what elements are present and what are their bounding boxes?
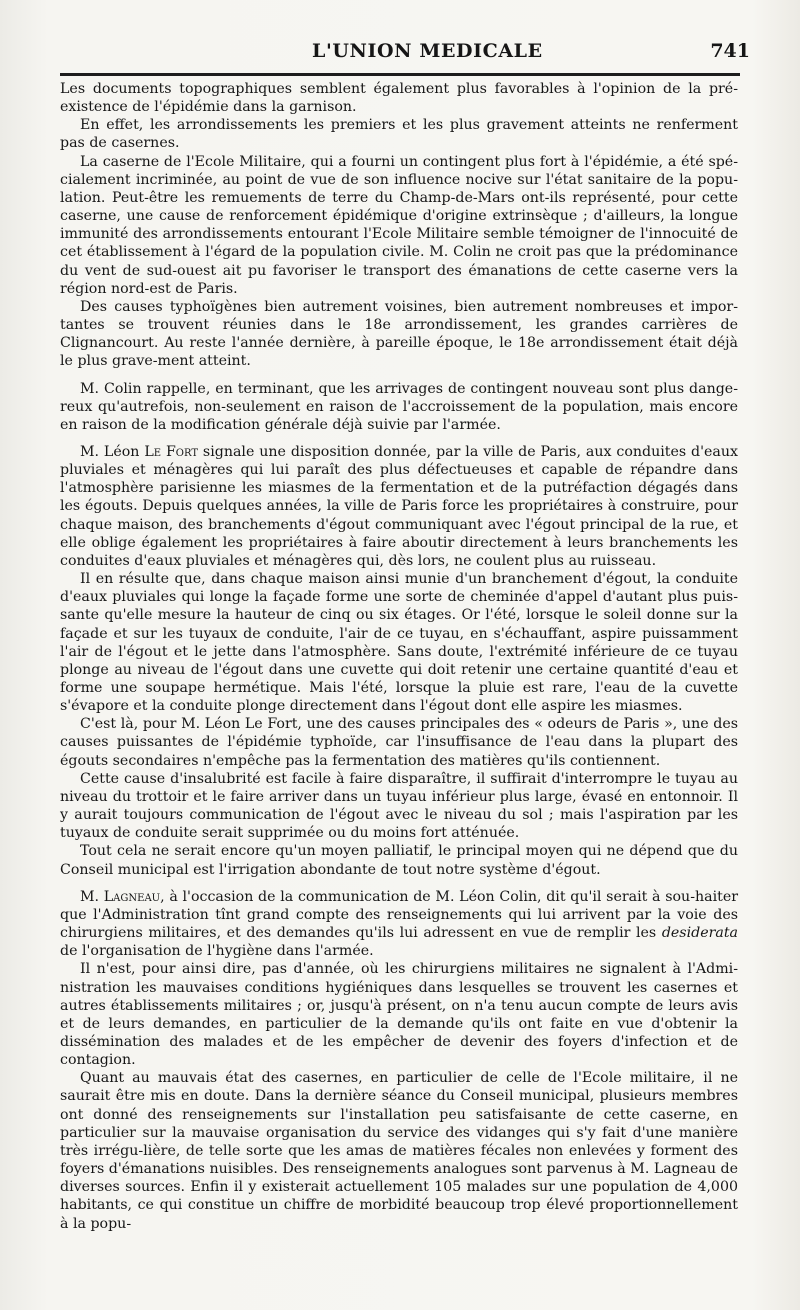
speaker-name: Le Fort xyxy=(144,443,199,460)
paragraph-text: , à l'occasion de la communication de M. Léon Colin, dit qu'il serait à sou-haiter que l'Administration tînt grand compte des renseignements qui lui arrivent par la voie des chirurgiens militaires, et des demandes qu'ils lui adressent en vue de remplir les xyxy=(60,888,739,942)
paragraph: La caserne de l'Ecole Militaire, qui a fourni un contingent plus fort à l'épidémie, a été spé-cialement incriminée, au point de vue de son influence nocive sur l'état sanitaire de la popu-lation. Peut-être les remuements de terre du Champ-de-Mars ont-ils représenté, pour cette caserne, une cause de renforcement épidémique d'origine extrinsèque ; d'ailleurs, la longue immunité des arrondissements entourant l'Ecole Militaire semble témoigner de l'innocuité de cet établissement à l'égard de la population civile. M. Colin ne croit pas que la prédominance du vent de sud-ouest ait pu favoriser le transport des émanations de cette caserne vers la région nord-est de Paris. xyxy=(60,153,738,297)
paragraph: Il en résulte que, dans chaque maison ainsi munie d'un branchement d'égout, la conduite d'eaux pluviales qui longe la façade forme une sorte de cheminée d'appel d'autant plus puis-sante qu'elle mesure la hauteur de cinq ou six étages. Or l'été, lorsque le soleil donne sur la façade et sur les tuyaux de conduite, l'air de ce tuyau, en s'échauffant, aspire puissamment l'air de l'égout et le jette dans l'atmosphère. Sans doute, l'extrémité inférieure de ce tuyau plonge au niveau de l'égout dans une cuvette qui doit retenir une certaine quantité d'eau et forme une soupape hermétique. Mais l'été, lorsque la pluie est rare, l'eau de la cuvette s'évapore et la conduite plonge directement dans l'égout dont elle aspire les miasmes. xyxy=(60,571,738,715)
page-number: 741 xyxy=(710,40,750,62)
body-text xyxy=(60,80,738,1233)
paragraph: Cette cause d'insalubrité est facile à faire disparaître, il suffirait d'interrompre le tuyau au niveau du trottoir et le faire arriver dans un tuyau inférieur plus large, évasé en entonnoir. Il y aurait toujours communication de l'égout avec le niveau du sol ; mais l'aspiration par les tuyaux de conduite serait supprimée ou du moins fort atténuée. xyxy=(60,770,738,842)
paragraph: M. Colin rappelle, en terminant, que les arrivages de contingent nouveau sont plus dange-reux qu'autrefois, non-seulement en raison de l'accroissement de la population, mais encore en raison de la modification générale déjà suivie par l'armée. xyxy=(60,380,738,433)
header-rule xyxy=(60,73,740,76)
paragraph-lagneau xyxy=(60,888,738,961)
paragraph-text: signale une disposition donnée, par la ville de Paris, aux conduites d'eaux pluviales et ménagères qui lui paraît des plus défectueuses et capable de répandre dans l'atmosphère parisienne les miasmes de la fermentation et de la putréfaction dégagés dans les égouts. Depuis quelques années, la ville de Paris force les propriétaires à construire, pour chaque maison, des branchements d'égout communiquant avec l'égout principal de la rue, et elle oblige également les propriétaires à faire aboutir directement à leurs branchements les conduites d'eaux pluviales et ménagères qui, dès lors, ne coulent plus au ruisseau. xyxy=(60,443,739,569)
paragraph: Des causes typhoïgènes bien autrement voisines, bien autrement nombreuses et impor-tantes se trouvent réunies dans le 18e arrondissement, les grandes carrières de Clignancourt. Au reste l'année dernière, à pareille époque, le 18e arrondissement était déjà le plus grave-ment atteint. xyxy=(60,298,738,370)
paragraph: Il n'est, pour ainsi dire, pas d'année, où les chirurgiens militaires ne signalent à l'Admi-nistration les mauvaises conditions hygiéniques dans lesquelles se trouvent les casernes et autres établissements militaires ; or, jusqu'à présent, on n'a tenu aucun compte de leurs avis et de leurs demandes, en particulier de la demande qu'ils ont faite en vue d'obtenir la dissémination des malades et de les empêcher de devenir des foyers d'infection et de contagion. xyxy=(60,961,738,1069)
paragraph: Quant au mauvais état des casernes, en particulier de celle de l'Ecole militaire, il ne saurait être mis en doute. Dans la dernière séance du Conseil municipal, plusieurs membres ont donné des renseignements sur l'installation peu satisfaisante de cette caserne, en particulier sur la mauvaise organisation du service des vidanges qui s'y fait d'une manière très irrégu-lière, de telle sorte que les amas de matières fécales non enlevées y forment des foyers d'émanations nuisibles. Des renseignements analogues sont parvenus à M. Lagneau de diverses sources. Enfin il y existerait actuellement 105 malades sur une population de 4,000 habitants, ce qui constitue un chiffre de morbidité beaucoup trop élevé proportionnellement à la popu- xyxy=(60,1070,738,1232)
paragraph-le-fort xyxy=(60,443,738,570)
journal-title: L'UNION MEDICALE xyxy=(312,40,543,62)
speaker-prefix: M. Léon xyxy=(80,443,145,460)
speaker-prefix: M. xyxy=(80,888,104,905)
paragraph: En effet, les arrondissements les premiers et les plus gravement atteints ne renferment pas de casernes. xyxy=(60,117,738,152)
italic-term: desiderata xyxy=(661,925,738,942)
paragraph: Tout cela ne serait encore qu'un moyen palliatif, le principal moyen qui ne dépend que du Conseil municipal est l'irrigation abondante de tout notre système d'égout. xyxy=(60,843,738,878)
paragraph: C'est là, pour M. Léon Le Fort, une des causes principales des « odeurs de Paris », une des causes puissantes de l'épidémie typhoïde, car l'insuffisance de l'eau dans la plupart des égouts secondaires n'empêche pas la fermentation des matières qu'ils contiennent. xyxy=(60,716,738,769)
running-header xyxy=(60,36,750,70)
paragraph-text: de l'organisation de l'hygiène dans l'armée. xyxy=(60,943,374,960)
paragraph: Les documents topographiques semblent également plus favorables à l'opinion de la pré-existence de l'épidémie dans la garnison. xyxy=(60,81,738,116)
speaker-name: Lagneau xyxy=(103,888,161,905)
